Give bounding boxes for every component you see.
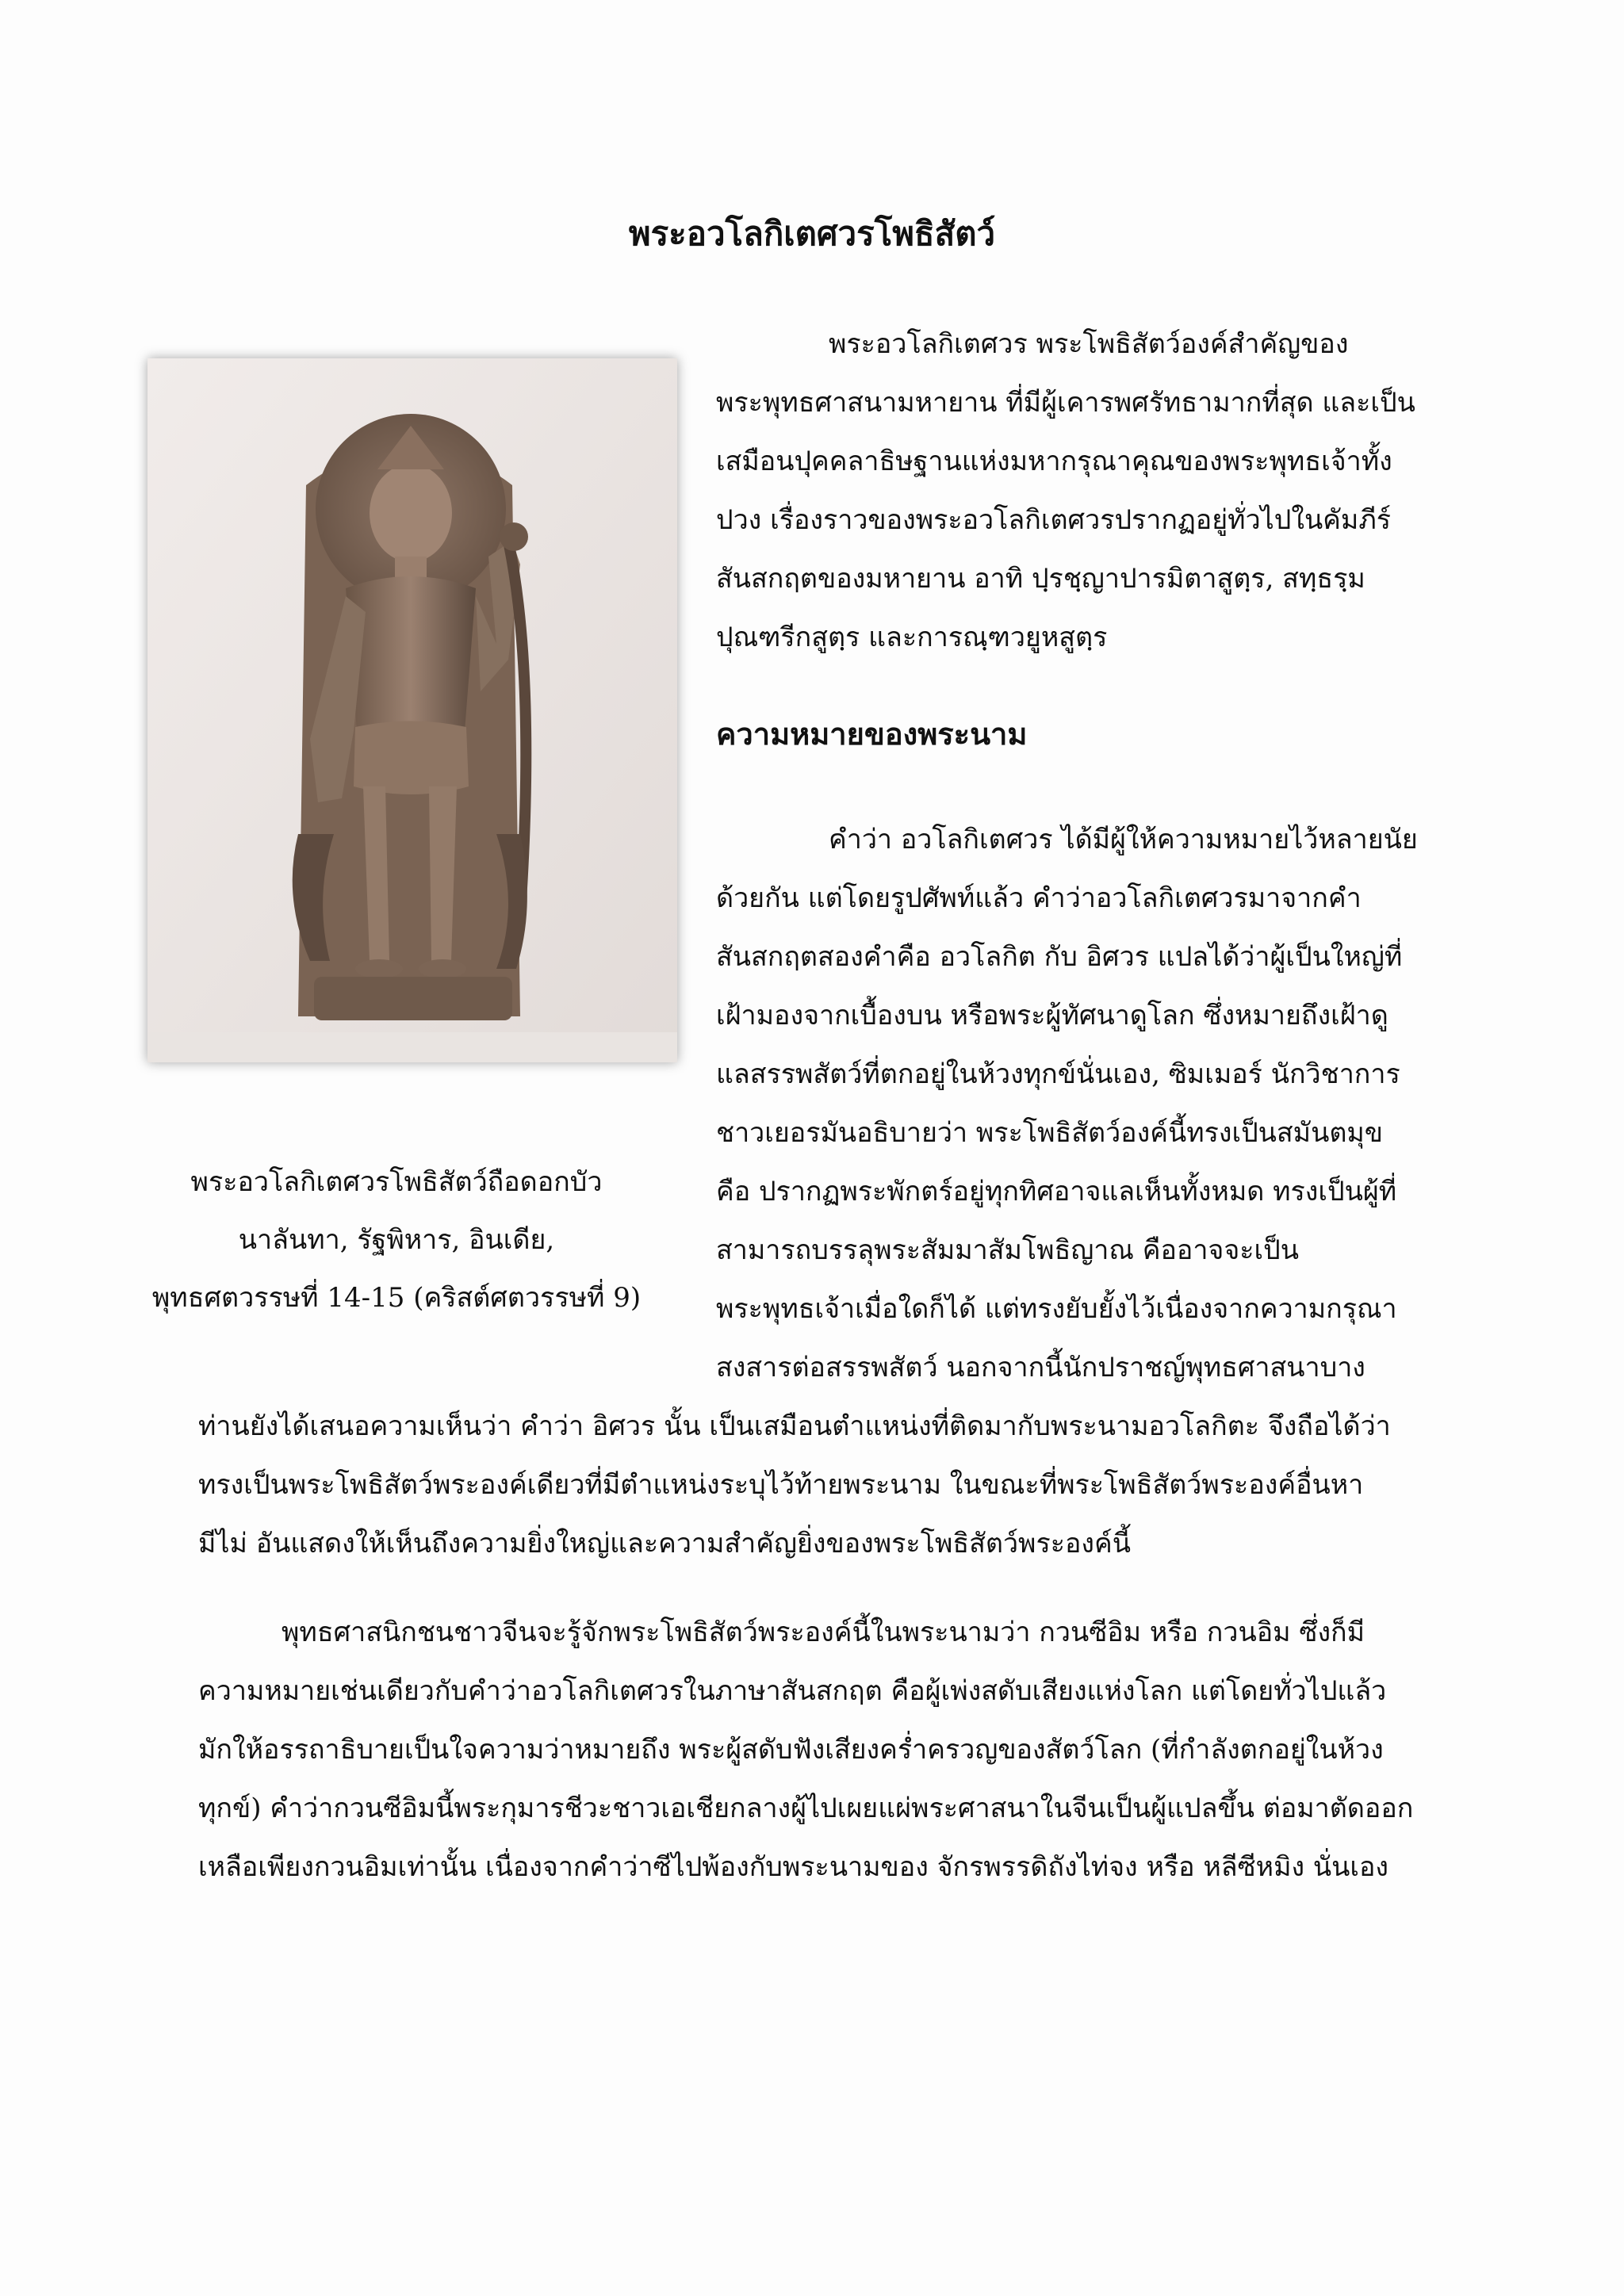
caption-line: นาลันทา, รัฐพิหาร, อินเดีย, xyxy=(238,1224,555,1256)
statue-image xyxy=(147,358,677,1062)
text-line: พุทธศาสนิกชนชาวจีนจะรู้จักพระโพธิสัตว์พระองค์นี้ในพระนามว่า กวนซีอิม หรือ กวนอิม ซึ่งก็มี xyxy=(282,1617,1365,1648)
meaning-paragraph xyxy=(716,810,1430,1397)
text-line: ชาวเยอรมันอธิบายว่า พระโพธิสัตว์องค์นี้ทรงเป็นสมันตมุข xyxy=(716,1117,1384,1149)
text-line: พระอวโลกิเตศวร พระโพธิสัตว์องค์สำคัญของ xyxy=(829,328,1349,360)
statue-photo xyxy=(147,358,677,1062)
intro-paragraph xyxy=(716,315,1430,667)
text-line: คำว่า อวโลกิเตศวร ได้มีผู้ให้ความหมายไว้หลายนัย xyxy=(829,824,1418,855)
text-line: สันสกฤตสองคำคือ อวโลกิต กับ อิศวร แปลได้ว่าผู้เป็นใหญ่ที่ xyxy=(716,941,1403,973)
text-line: มักให้อรรถาธิบายเป็นใจความว่าหมายถึง พระผู้สดับฟังเสียงคร่ำครวญของสัตว์โลก (ที่กำลังตกอยู่ในห้วง xyxy=(198,1734,1384,1766)
page-title: พระอวโลกิเตศวรโพธิสัตว์ xyxy=(628,214,996,253)
text-line: เหลือเพียงกวนอิมเท่านั้น เนื่องจากคำว่าซีไปพ้องกับพระนามของ จักรพรรดิถังไท่จง หรือ หลีซีหมิง นั่นเอง xyxy=(198,1851,1389,1883)
section-heading: ความหมายของพระนาม xyxy=(716,716,1028,752)
text-line: ความหมายเช่นเดียวกับคำว่าอวโลกิเตศวรในภาษาสันสกฤต คือผู้เพ่งสดับเสียงแห่งโลก แต่โดยทั่วไปแล้ว xyxy=(198,1675,1387,1707)
text-line: มีไม่ อันแสดงให้เห็นถึงความยิ่งใหญ่และความสำคัญยิ่งของพระโพธิสัตว์พระองค์นี้ xyxy=(198,1528,1131,1559)
china-paragraph xyxy=(198,1603,1435,1896)
text-line: เสมือนปุคคลาธิษฐานแห่งมหากรุณาคุณของพระพุทธเจ้าทั้ง xyxy=(716,446,1392,477)
text-line: สันสกฤตของมหายาน อาทิ ปฺรชฺญาปารมิตาสูตฺร, สทฺธรฺม xyxy=(716,563,1365,595)
text-line: แลสรรพสัตว์ที่ตกอยู่ในห้วงทุกข์นั่นเอง, ซิมเมอร์ นักวิชาการ xyxy=(716,1058,1400,1090)
text-line: ทรงเป็นพระโพธิสัตว์พระองค์เดียวที่มีตำแหน่งระบุไว้ท้ายพระนาม ในขณะที่พระโพธิสัตว์พระองค์อื่นหา xyxy=(198,1469,1364,1501)
text-line: ปวง เรื่องราวของพระอวโลกิเตศวรปรากฏอยู่ทั่วไปในคัมภีร์ xyxy=(716,504,1392,536)
caption-line: พระอวโลกิเตศวรโพธิสัตว์ถือดอกบัว xyxy=(190,1166,603,1198)
text-line: ด้วยกัน แต่โดยรูปศัพท์แล้ว คำว่าอวโลกิเตศวรมาจากคำ xyxy=(716,882,1362,914)
text-line: ทุกข์) คำว่ากวนซีอิมนี้พระกุมารชีวะชาวเอเชียกลางผู้ไปเผยแผ่พระศาสนาในจีนเป็นผู้แปลขึ้น ต่อมาตัดออก xyxy=(198,1793,1414,1824)
text-line: สงสารต่อสรรพสัตว์ นอกจากนี้นักปราชญ์พุทธศาสนาบาง xyxy=(716,1352,1365,1383)
text-line: สามารถบรรลุพระสัมมาสัมโพธิญาณ คืออาจจะเป็น xyxy=(716,1234,1299,1266)
text-line: พระพุทธศาสนามหายาน ที่มีผู้เคารพศรัทธามากที่สุด และเป็น xyxy=(716,387,1415,419)
image-caption xyxy=(119,1154,674,1327)
meaning-paragraph-continued xyxy=(198,1397,1435,1573)
caption-line: พุทธศตวรรษที่ 14-15 (คริสต์ศตวรรษที่ 9) xyxy=(151,1282,642,1314)
text-line: คือ ปรากฏพระพักตร์อยู่ทุกทิศอาจแลเห็นทั้งหมด ทรงเป็นผู้ที่ xyxy=(716,1176,1397,1207)
text-line: พระพุทธเจ้าเมื่อใดก็ได้ แต่ทรงยับยั้งไว้เนื่องจากความกรุณา xyxy=(716,1293,1397,1325)
text-line: ท่านยังได้เสนอความเห็นว่า คำว่า อิศวร นั้น เป็นเสมือนตำแหน่งที่ติดมากับพระนามอวโลกิตะ จึงถือได้ว่า xyxy=(198,1410,1391,1442)
text-line: ปุณฑรีกสูตฺร และการณฺฑวยูหสูตฺร xyxy=(716,622,1108,653)
text-line: เฝ้ามองจากเบื้องบน หรือพระผู้ทัศนาดูโลก ซึ่งหมายถึงเฝ้าดู xyxy=(716,1000,1388,1031)
